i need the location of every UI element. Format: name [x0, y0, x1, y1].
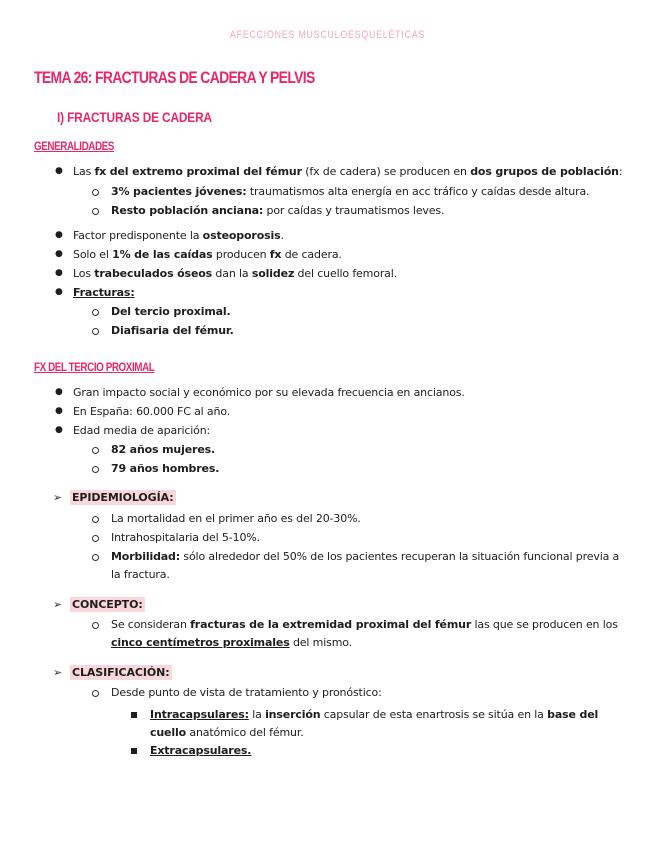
clasificacion-label: CLASIFICACIÓN:	[72, 666, 170, 679]
arrow-bullet-icon: ➢	[53, 666, 63, 679]
clasificacion-subitem-1-continued: cuello anatómico del fémur.	[150, 726, 304, 739]
bullet-icon: ●	[55, 249, 63, 259]
page-title: TEMA 26: FRACTURAS DE CADERA Y PELVIS	[34, 68, 315, 87]
generalidades-item-5: Fracturas:	[73, 286, 135, 299]
epidemiologia-label: EPIDEMIOLOGÍA:	[72, 491, 174, 504]
generalidades-item-3: Solo el 1% de las caídas producen fx de cadera.	[73, 248, 342, 261]
tercio-item-2: En España: 60.000 FC al año.	[73, 405, 231, 418]
generalidades-heading: GENERALIDADES	[34, 139, 114, 153]
circle-bullet-icon	[92, 516, 99, 523]
circle-bullet-icon	[92, 309, 99, 316]
bullet-icon: ●	[55, 406, 63, 416]
page-header: AFECCIONES MUSCULOESQUELÉTICAS	[229, 29, 426, 41]
generalidades-item-2: Factor predisponente la osteoporosis.	[73, 229, 284, 242]
clasificacion-item-1: Desde punto de vista de tratamiento y pronóstico:	[111, 686, 382, 699]
bullet-icon: ●	[55, 287, 63, 297]
circle-bullet-icon	[92, 208, 99, 215]
epidemiologia-item-3-continued: la fractura.	[111, 568, 170, 581]
arrow-bullet-icon: ➢	[53, 598, 63, 611]
section-subtitle: I) FRACTURAS DE CADERA	[57, 109, 212, 125]
circle-bullet-icon	[92, 690, 99, 697]
concepto-item-1: Se consideran fracturas de la extremidad proximal del fémur las que se producen en los	[111, 618, 618, 631]
square-bullet-icon	[131, 748, 137, 754]
bullet-icon: ●	[55, 166, 63, 176]
clasificacion-subitem-1: Intracapsulares: la inserción capsular de esta enartrosis se sitúa en la base del	[150, 708, 599, 721]
tercio-subitem-1: 82 años mujeres.	[111, 443, 216, 456]
tercio-proximal-heading: FX DEL TERCIO PROXIMAL	[34, 360, 155, 374]
concepto-item-1-continued: cinco centímetros proximales del mismo.	[111, 636, 353, 649]
epidemiologia-item-1: La mortalidad en el primer año es del 20-30%.	[111, 512, 361, 525]
generalidades-subitem-4: Diafisaria del fémur.	[111, 324, 234, 337]
tercio-item-1: Gran impacto social y económico por su elevada frecuencia en ancianos.	[73, 386, 465, 399]
bullet-icon: ●	[55, 387, 63, 397]
generalidades-subitem-1: 3% pacientes jóvenes: traumatismos alta energía en acc tráfico y caídas desde altura.	[111, 185, 590, 198]
bullet-icon: ●	[55, 268, 63, 278]
circle-bullet-icon	[92, 466, 99, 473]
circle-bullet-icon	[92, 328, 99, 335]
square-bullet-icon	[131, 712, 137, 718]
bullet-icon: ●	[55, 425, 63, 435]
generalidades-subitem-2: Resto población anciana: por caídas y traumatismos leves.	[111, 204, 445, 217]
generalidades-item-1: Las fx del extremo proximal del fémur (fx de cadera) se producen en dos grupos de población:	[73, 165, 623, 178]
concepto-label: CONCEPTO:	[72, 598, 143, 611]
circle-bullet-icon	[92, 189, 99, 196]
tercio-item-3: Edad media de aparición:	[73, 424, 211, 437]
circle-bullet-icon	[92, 447, 99, 454]
circle-bullet-icon	[92, 554, 99, 561]
tercio-subitem-2: 79 años hombres.	[111, 462, 220, 475]
circle-bullet-icon	[92, 622, 99, 629]
arrow-bullet-icon: ➢	[53, 491, 63, 504]
generalidades-subitem-3: Del tercio proximal.	[111, 305, 231, 318]
clasificacion-subitem-2: Extracapsulares.	[150, 744, 252, 757]
circle-bullet-icon	[92, 535, 99, 542]
epidemiologia-item-2: Intrahospitalaria del 5-10%.	[111, 531, 260, 544]
bullet-icon: ●	[55, 230, 63, 240]
generalidades-item-4: Los trabeculados óseos dan la solidez del cuello femoral.	[73, 267, 398, 280]
epidemiologia-item-3: Morbilidad: sólo alrededor del 50% de los pacientes recuperan la situación funcional previa a	[111, 550, 620, 563]
